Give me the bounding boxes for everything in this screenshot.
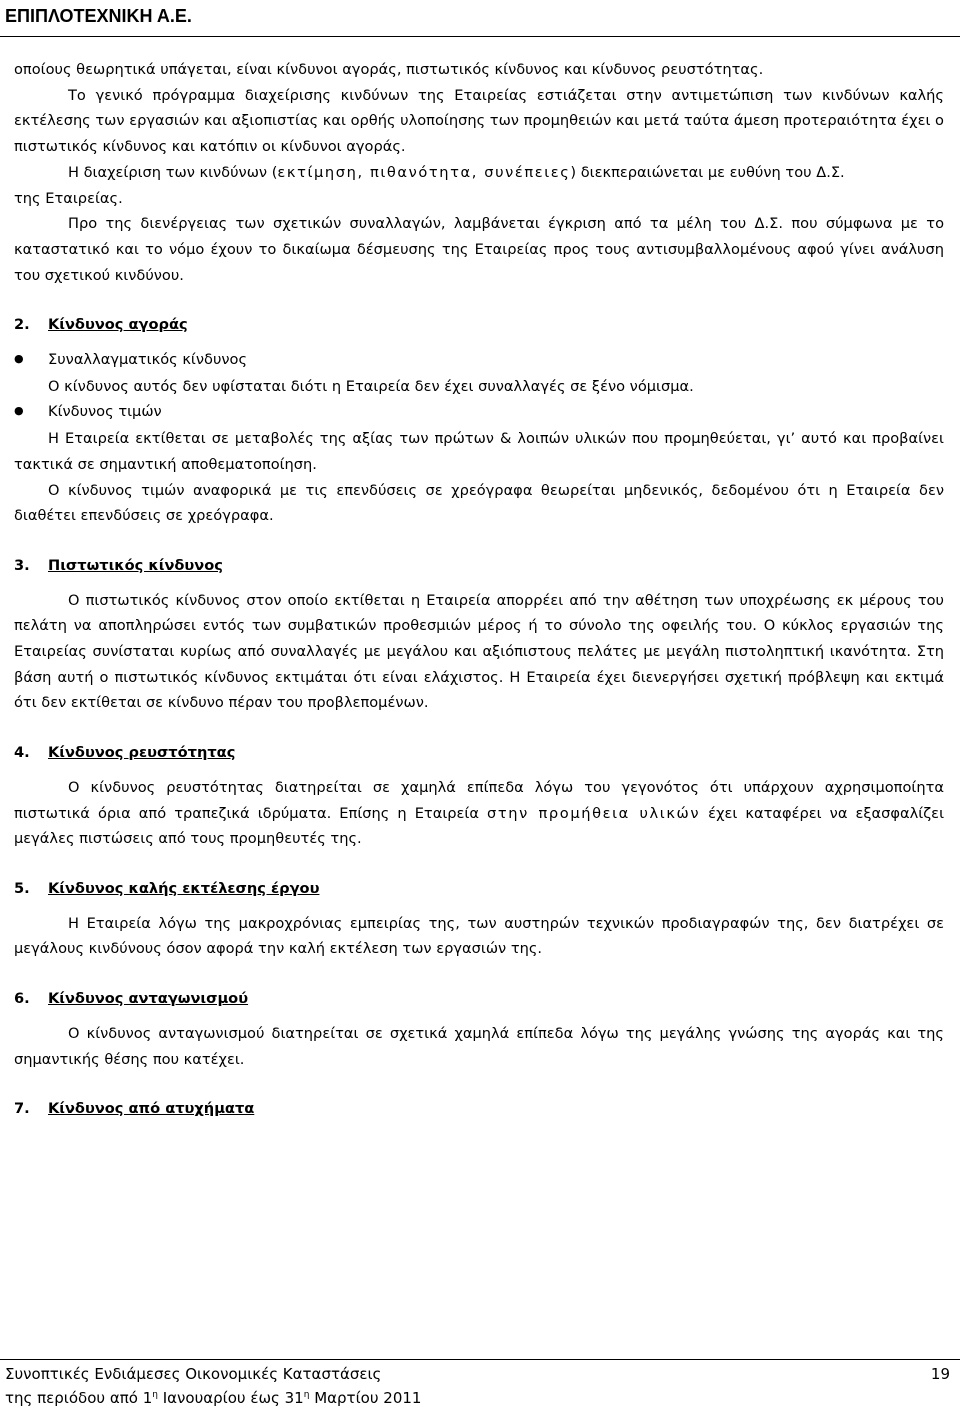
page-footer: [5, 1364, 950, 1409]
document-body: [14, 57, 944, 1122]
page-number: 19: [930, 1365, 950, 1383]
spacer: [14, 902, 944, 911]
bullet-dot-icon: ●: [14, 404, 24, 418]
bullet-title: Κίνδυνος τιμών: [48, 403, 162, 421]
paragraph-risks-intro-end: οποίους θεωρητικά υπάγεται, είναι κίνδυνοι αγοράς, πιστωτικός κίνδυνος και κίνδυνος ρευστότητας.: [14, 61, 764, 78]
section-title: Κίνδυνος ανταγωνισμού: [48, 990, 249, 1008]
section-title: Κίνδυνος ρευστότητας: [48, 744, 236, 762]
footer-superscript: η: [152, 1390, 158, 1400]
spacer: [14, 579, 944, 588]
text-span-spaced: εκτίμηση, πιθανότητα, συνέπειες: [277, 163, 571, 181]
section-number: 5.: [14, 879, 30, 897]
text-span: ) διεκπεραιώνεται με ευθύνη του Δ.Σ.: [570, 163, 845, 181]
section-title: Κίνδυνος αγοράς: [48, 316, 188, 334]
spacer: [14, 1072, 944, 1096]
footer-superscript: η: [303, 1390, 310, 1400]
section-heading-2: [14, 312, 944, 338]
paragraph-risk-management: [14, 160, 944, 186]
section-heading-3: [14, 553, 944, 579]
spacer: [14, 288, 944, 312]
text-span: Η διαχείριση των κινδύνων (: [68, 163, 278, 181]
bullet-title: Συναλλαγματικός κίνδυνος: [48, 351, 248, 369]
footer-line-2: [5, 1385, 950, 1409]
section-number: 7.: [14, 1100, 30, 1118]
text-span: έχει καταφέρει να εξασφαλίζει μεγάλες πιστώσεις από τους προμηθευτές της.: [14, 804, 945, 848]
section-title: Κίνδυνος καλής εκτέλεσης έργου: [48, 879, 320, 897]
spacer: [14, 716, 944, 740]
section-heading-7: [14, 1096, 944, 1122]
paragraph-risk-management-end: της Εταιρείας.: [14, 189, 123, 207]
spacer: [14, 852, 944, 876]
paragraph-credit-risk: Ο πιστωτικός κίνδυνος στον οποίο εκτίθεται η Εταιρεία απορρέει από την αθέτηση των υποχρέωσης εκ μέρους του πελάτη να αποπληρώσει εντός των συμβατικών προθεσμιών μέρος ή το σύνολο της οφειλής του. Ο κύκλος εργασιών της Εταιρείας συνίσταται κυρίως από συναλλαγές με μεγάλου και αξιόπιστους πελάτες με μεγάλη πιστοληπτική ικανότητα. Στη βάση αυτή ο πιστωτικός κίνδυνος εκτιμάται ότι είναι ελάχιστος. Η Εταιρεία έχει διενεργήσει σχετική πρόβλεψη και εκτιμά ότι δεν εκτίθεται σε κίνδυνο πέραν του προβλεπομένων.: [14, 591, 944, 712]
footer-text: Ιανουαρίου έως 31: [157, 1389, 304, 1407]
paragraph-fx-risk: Ο κίνδυνος αυτός δεν υφίσταται διότι η Εταιρεία δεν έχει συναλλαγές σε ξένο νόμισμα.: [48, 377, 694, 395]
section-number: 3.: [14, 556, 30, 574]
bullet-item: [14, 399, 944, 426]
spacer: [14, 1012, 944, 1021]
section-number: 2.: [14, 316, 30, 334]
page-header-title: ΕΠΙΠΛΟΤΕΧΝΙΚΗ Α.Ε.: [5, 6, 192, 26]
paragraph-approval: Προ της διενέργειας των σχετικών συναλλαγών, λαμβάνεται έγκριση από τα μέλη του Δ.Σ. που σύμφωνα με το καταστατικό και το νόμο έχουν το δικαίωμα δέσμευσης της Εταιρείας προς τους αντισυμβαλλομένους αφού γίνει ανάλυση του σχετικού κινδύνου.: [14, 215, 944, 284]
section-title: Κίνδυνος από ατυχήματα: [48, 1100, 255, 1118]
bullet-item: [14, 347, 944, 374]
section-heading-5: [14, 876, 944, 902]
paragraph-price-risk: Η Εταιρεία εκτίθεται σε μεταβολές της αξίας των πρώτων & λοιπών υλικών που προμηθεύεται, γι’ αυτό και προβαίνει τακτικά σε σημαντική αποθεματοποίηση.: [14, 430, 944, 473]
text-span: Ο κίνδυνος ρευστότητας διατηρείται σε χαμηλά επίπεδα λόγω του γεγονότος ότι υπάρχουν αχρησιμοποίητα πιστωτικά όρια από τραπεζικά ιδρύματα. Επίσης η Εταιρεία: [14, 778, 944, 822]
section-number: 4.: [14, 744, 30, 762]
footer-line-1: Συνοπτικές Ενδιάμεσες Οικονομικές Καταστάσεις: [5, 1365, 382, 1383]
spacer: [14, 338, 944, 347]
bullet-dot-icon: ●: [14, 352, 24, 366]
section-number: 6.: [14, 990, 30, 1008]
footer-text: της περιόδου από 1: [5, 1389, 153, 1407]
paragraph-execution-risk: Η Εταιρεία λόγω της μακροχρόνιας εμπειρίας της, των αυστηρών τεχνικών προδιαγραφών της, δεν διατρέχει σε μεγάλους κινδύνους όσον αφορά την καλή εκτέλεση των εργασιών της.: [14, 914, 944, 958]
header-rule: [0, 36, 960, 37]
paragraph-liquidity-risk: [14, 775, 944, 852]
spacer: [14, 529, 944, 553]
footer-text: Μαρτίου 2011: [309, 1389, 422, 1407]
text-span-spaced: στην προμήθεια υλικών: [487, 804, 701, 822]
spacer: [14, 962, 944, 986]
paragraph-competition-risk: Ο κίνδυνος ανταγωνισμού διατηρείται σε σχετικά χαμηλά επίπεδα λόγω της μεγάλης γνώσης της αγοράς και της σημαντικής θέσης που κατέχει.: [14, 1024, 944, 1068]
footer-rule: [0, 1359, 960, 1360]
paragraph-securities-risk: Ο κίνδυνος τιμών αναφορικά με τις επενδύσεις σε χρεόγραφα θεωρείται μηδενικός, δεδομένου ότι η Εταιρεία δεν διαθέτει επενδύσεις σε χρεόγραφα.: [14, 481, 944, 525]
spacer: [14, 766, 944, 775]
section-heading-6: [14, 986, 944, 1012]
section-title: Πιστωτικός κίνδυνος: [48, 556, 223, 574]
section-heading-4: [14, 740, 944, 766]
paragraph-risk-program: Το γενικό πρόγραμμα διαχείρισης κινδύνων της Εταιρείας εστιάζεται στην αντιμετώπιση των κινδύνων καλής εκτέλεσης των εργασιών και αξιοπιστίας και ορθής υλοποίησης των προμηθειών και μετά ταύτα άμεση προτεραιότητα έχει ο πιστωτικός κίνδυνος και κατόπιν οι κίνδυνοι αγοράς.: [14, 86, 944, 156]
